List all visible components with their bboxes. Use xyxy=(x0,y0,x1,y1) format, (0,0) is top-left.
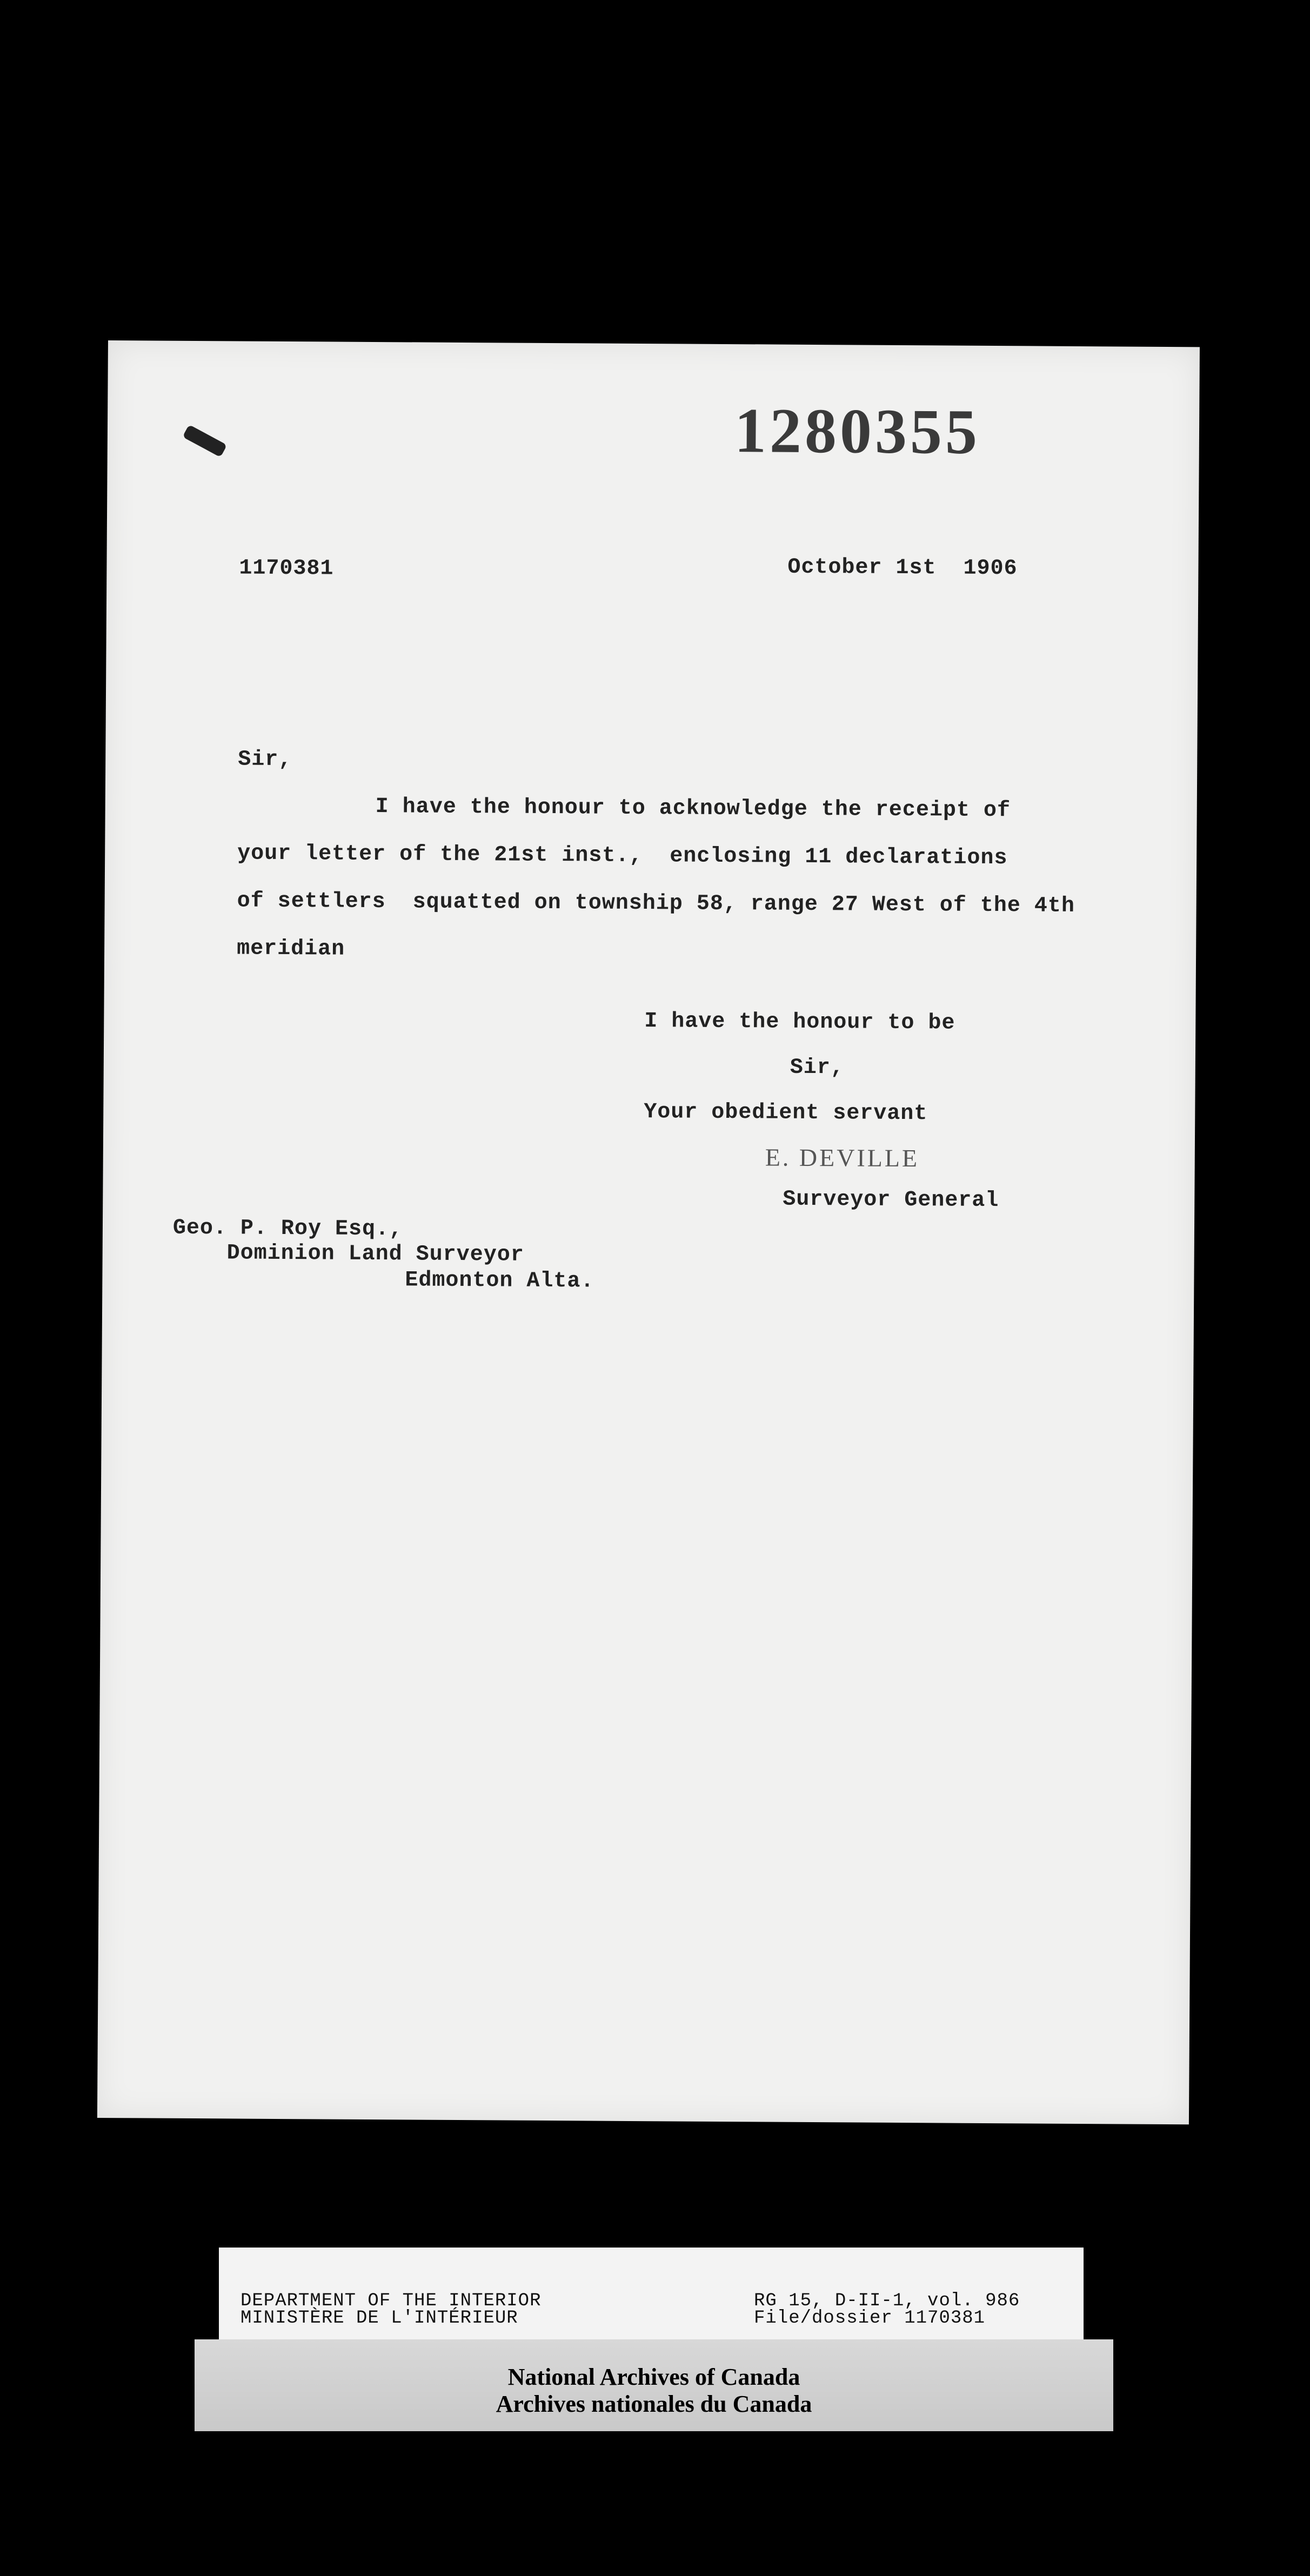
archives-name-fr: Archives nationales du Canada xyxy=(496,2391,812,2417)
archives-name-en: National Archives of Canada xyxy=(507,2364,800,2390)
stamp-number: 1280355 xyxy=(734,395,981,467)
ink-mark xyxy=(182,425,227,458)
department-fr: MINISTÈRE DE L'INTÉRIEUR xyxy=(240,2308,518,2329)
signer-title: Surveyor General xyxy=(783,1187,999,1213)
addressee-line: Geo. P. Roy Esq., xyxy=(172,1216,403,1242)
letter-date: October 1st 1906 xyxy=(787,555,1018,581)
closing-line: Your obedient servant xyxy=(644,1100,928,1126)
file-dossier: File/dossier 1170381 xyxy=(754,2308,986,2329)
addressee-line: Dominion Land Surveyor xyxy=(226,1241,524,1267)
record-group-reference: RG 15, D-II-1, vol. 986 xyxy=(754,2291,1020,2311)
body-line: meridian xyxy=(236,936,345,962)
addressee-line: Edmonton Alta. xyxy=(405,1268,594,1294)
closing-line: I have the honour to be xyxy=(644,1009,955,1036)
salutation: Sir, xyxy=(238,747,292,773)
body-line: your letter of the 21st inst., enclosing 11 declarations xyxy=(237,841,1008,871)
body-line: I have the honour to acknowledge the receipt of xyxy=(375,795,1011,823)
body-line: of settlers squatted on township 58, range 27 West of the 4th xyxy=(237,889,1075,918)
archives-name-label xyxy=(195,2339,1113,2431)
signature-stamp: E. DEVILLE xyxy=(765,1143,920,1172)
letter-page xyxy=(97,340,1200,2124)
closing-line: Sir, xyxy=(790,1055,844,1081)
department-en: DEPARTMENT OF THE INTERIOR xyxy=(240,2291,542,2311)
file-reference: 1170381 xyxy=(239,556,334,581)
archive-reference-label xyxy=(219,2248,1084,2342)
